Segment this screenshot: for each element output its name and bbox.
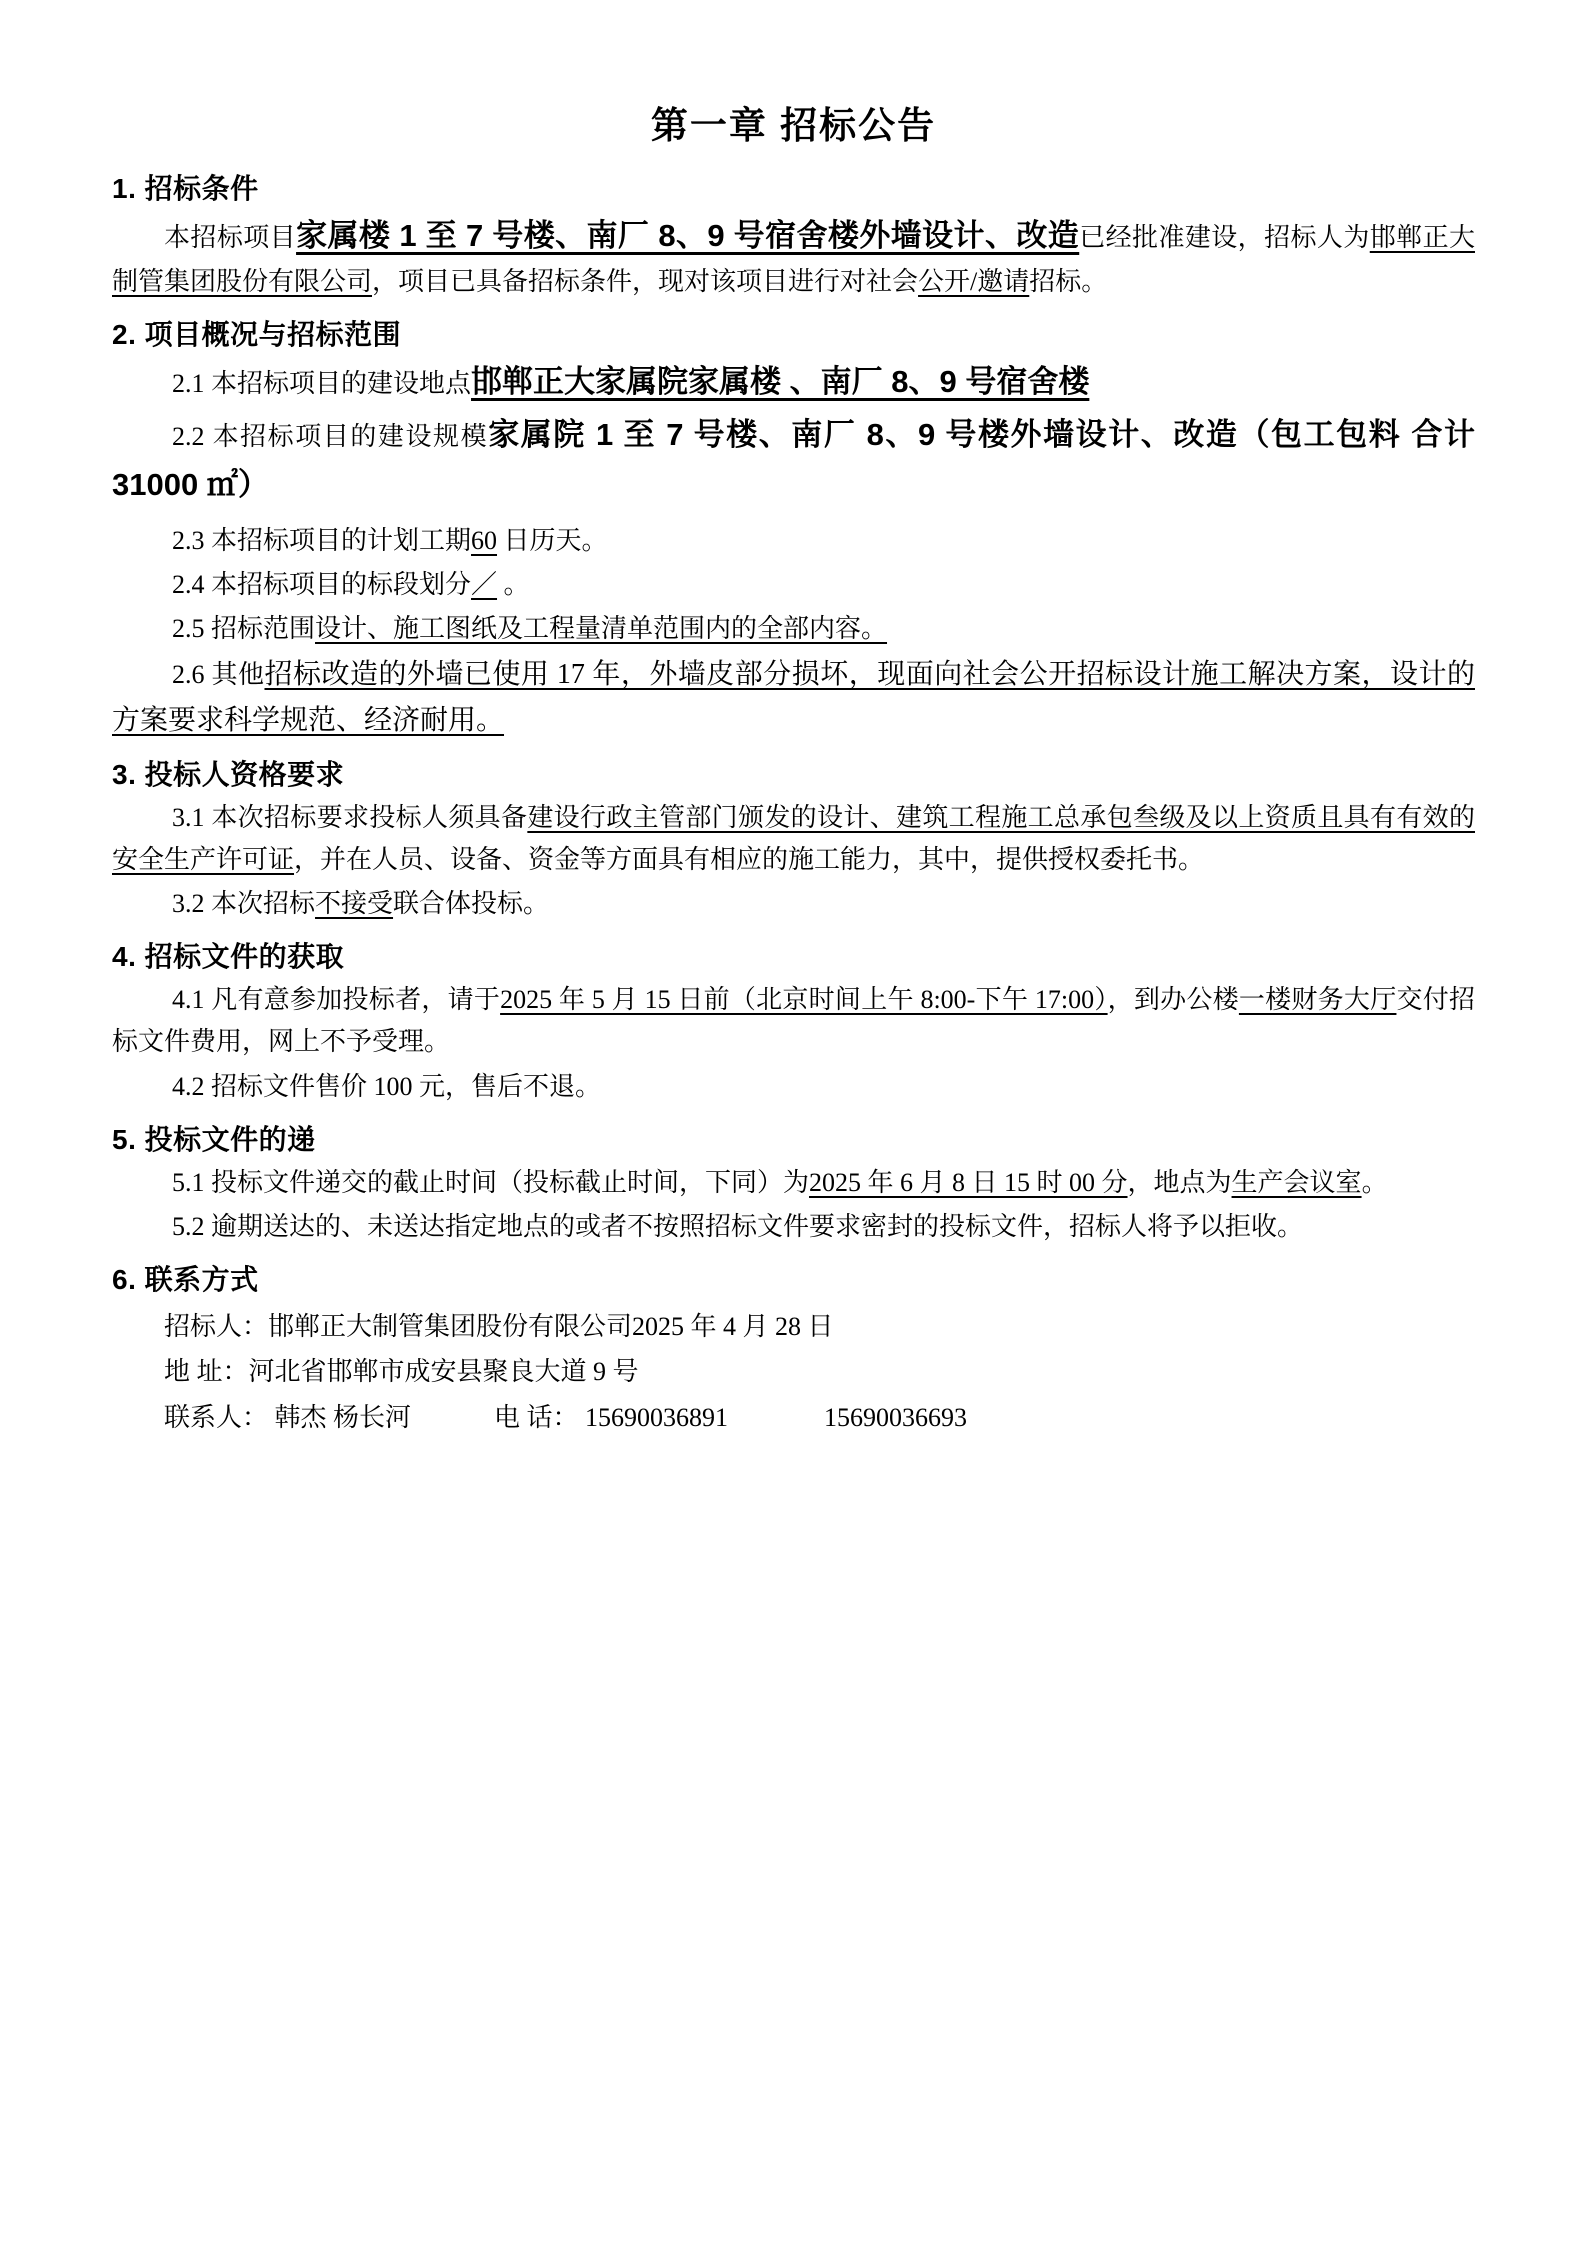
item-2-3-value: 60: [471, 525, 498, 555]
item-5-1-deadline: 2025 年 6 月 8 日 15 时 00 分: [809, 1167, 1128, 1197]
item-2-1-label: 本招标项目的建设地点: [211, 369, 472, 399]
item-2-5: [112, 608, 1475, 650]
contact-row-tenderer: [112, 1304, 1475, 1350]
tenderer-name: 邯郸正大制管集团股份有限公司: [112, 223, 1475, 297]
item-4-1-datetime: 2025 年 5 月 15 日前（北京时间上午 8:00-下午 17:00）: [500, 985, 1108, 1015]
item-4-1-post: 交付招标文件费用，网上不予受理。: [112, 985, 1475, 1057]
item-4-1-no: 4.1: [172, 985, 205, 1015]
item-2-4-suffix: 。: [503, 570, 530, 600]
item-3-2-pre: 本次招标: [211, 889, 316, 919]
item-3-1-pre: 本次招标要求投标人须具备: [211, 803, 528, 833]
item-2-1: [112, 357, 1475, 407]
section-heading-5: 5. 投标文件的递: [112, 1123, 316, 1155]
item-2-4: [112, 564, 1475, 606]
project-name-emphasis: 家属楼 1 至 7 号楼、南厂 8、9 号宿舍楼外墙设计、改造: [296, 218, 1080, 253]
item-2-2-value: 家属院 1 至 7 号楼、南厂 8、9 号楼外墙设计、改造（包工包料 合计 31000 ㎡）: [112, 416, 1475, 502]
section-heading-3: 3. 投标人资格要求: [112, 759, 345, 791]
contact-row-person: [112, 1395, 1475, 1441]
item-5-1-pre: 投标文件递交的截止时间（投标截止时间，下同）为: [211, 1167, 810, 1197]
bidding-mode: 公开/邀请: [918, 267, 1030, 297]
item-3-2-underline: 不接受: [315, 889, 394, 919]
section-heading-2: 2. 项目概况与招标范围: [112, 319, 402, 351]
item-4-1-location: 一楼财务大厅: [1238, 985, 1397, 1015]
item-4-2-no: 4.2: [172, 1071, 205, 1101]
item-2-4-no: 2.4: [172, 570, 205, 600]
contact-tenderer: [164, 1304, 632, 1350]
item-3-1-underline: 建设行政主管部门颁发的设计、建筑工程施工总承包叁级及以上资质且具有有效的安全生产许可证: [112, 803, 1475, 875]
section-1-tail2: ，项目已具备招标条件，现对该项目进行对社会: [372, 267, 919, 297]
item-4-1-mid: ，到办公楼: [1107, 985, 1239, 1015]
item-2-6-label: 其他: [211, 660, 265, 690]
item-5-1-mid: ，地点为: [1127, 1167, 1232, 1197]
item-2-5-no: 2.5: [172, 614, 205, 644]
item-3-2-no: 3.2: [172, 889, 205, 919]
item-3-1: [112, 797, 1475, 881]
item-2-6-value: 招标改造的外墙已使用 17 年，外墙皮部分损坏，现面向社会公开招标设计施工解决方案，设计的方案要求科学规范、经济耐用。: [112, 659, 1475, 736]
contact-person-label: 联系人：: [164, 1402, 269, 1432]
item-4-1: [112, 979, 1475, 1063]
item-5-2-no: 5.2: [172, 1211, 205, 1241]
contact-tenderer-value: 邯郸正大制管集团股份有限公司: [268, 1311, 633, 1341]
item-4-1-pre: 凡有意参加投标者，请于: [211, 985, 501, 1015]
contact-phone: [494, 1395, 824, 1441]
item-2-5-value: 设计、施工图纸及工程量清单范围内的全部内容。: [315, 614, 888, 644]
contact-address-value: 河北省邯郸市成安县聚良大道 9 号: [248, 1357, 639, 1387]
item-2-3-suffix: 日历天。: [503, 525, 608, 555]
item-5-1-post: 。: [1361, 1167, 1388, 1197]
item-5-2-pre: 逾期送达的、未送达指定地点的或者不按照招标文件要求密封的投标文件，招标人将予以拒收。: [211, 1211, 1304, 1241]
contact-person: [164, 1395, 494, 1441]
item-2-6-no: 2.6: [172, 660, 205, 690]
contact-row-address: [112, 1349, 1475, 1395]
item-2-6: [112, 652, 1475, 743]
contact-block: [112, 1304, 1475, 1441]
item-2-3-no: 2.3: [172, 525, 205, 555]
contact-phone-value-1: 15690036891: [585, 1402, 729, 1432]
contact-tenderer-label: 招标人：: [164, 1311, 269, 1341]
item-5-1-no: 5.1: [172, 1167, 205, 1197]
item-2-4-label: 本招标项目的标段划分: [211, 570, 472, 600]
item-3-2: [112, 883, 1475, 925]
item-3-1-no: 3.1: [172, 803, 205, 833]
section-1-pre: 本招标项目: [164, 223, 297, 252]
item-2-2-no: 2.2: [172, 421, 205, 451]
item-3-2-post: 联合体投标。: [393, 889, 550, 919]
contact-address-label: 地 址：: [164, 1357, 249, 1387]
item-2-5-label: 招标范围: [211, 614, 316, 644]
section-1-end: 招标。: [1029, 267, 1108, 297]
contact-person-value: 韩杰 杨长河: [274, 1402, 412, 1432]
item-5-1: [112, 1162, 1475, 1204]
contact-date: 2025 年 4 月 28 日: [632, 1311, 834, 1341]
item-5-1-location: 生产会议室: [1231, 1167, 1362, 1197]
item-4-2: [112, 1066, 1475, 1108]
section-heading-4: 4. 招标文件的获取: [112, 941, 345, 973]
item-2-3-label: 本招标项目的计划工期: [211, 525, 472, 555]
item-2-2: [112, 410, 1475, 510]
section-heading-1: 1. 招标条件: [112, 173, 259, 204]
section-1-paragraph: [112, 211, 1475, 303]
item-2-1-no: 2.1: [172, 369, 205, 399]
section-1-tail: 已经批准建设，招标人为: [1079, 223, 1370, 252]
page-title: 第一章 招标公告: [650, 105, 937, 146]
item-4-2-pre: 招标文件售价 100 元，售后不退。: [211, 1071, 602, 1101]
contact-address: [164, 1349, 639, 1395]
contact-phone-label: 电 话：: [494, 1402, 579, 1432]
section-heading-6: 6. 联系方式: [112, 1263, 259, 1295]
contact-phone-value-2: 15690036693: [824, 1402, 967, 1432]
item-2-3: [112, 520, 1475, 562]
item-2-4-value: ／: [471, 570, 498, 600]
item-3-1-post: ，并在人员、设备、资金等方面具有相应的施工能力，其中，提供授权委托书。: [294, 845, 1205, 875]
item-5-2: [112, 1206, 1475, 1248]
item-2-1-value: 邯郸正大家属院家属楼 、南厂 8、9 号宿舍楼: [471, 364, 1090, 400]
item-2-2-label: 本招标项目的建设规模: [212, 421, 489, 451]
